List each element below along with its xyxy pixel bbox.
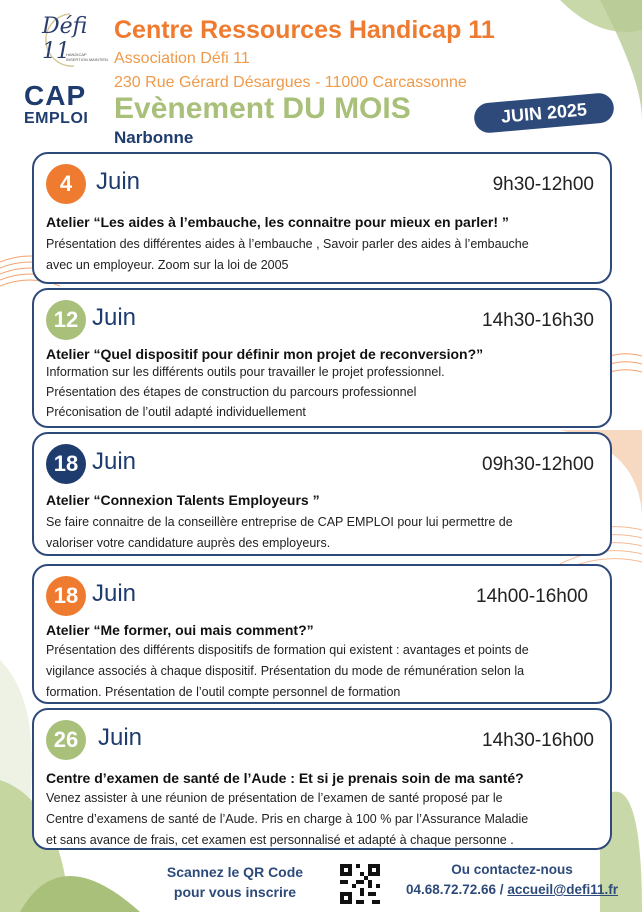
event-title-text: Atelier “Me former, oui mais comment?” — [46, 622, 314, 638]
contact-info — [392, 860, 632, 900]
event-time: 09h30-12h00 — [482, 454, 594, 475]
cap-emploi-logo — [24, 82, 104, 128]
cap-logo-text: CAP — [24, 80, 87, 111]
description-line: Centre d’examens de santé de l’Aude. Pris en charge à 100 % par l’Assurance Maladie — [46, 812, 529, 826]
scan-instructions — [150, 862, 320, 902]
day-circle: 4 — [46, 164, 86, 204]
description-line: Présentation des différentes aides à l’embauche , Savoir parler des aides à l’embauche — [46, 237, 529, 251]
event-month: Juin — [98, 724, 143, 751]
description-line: Venez assister à une réunion de présentation de l’examen de santé proposé par le — [46, 791, 503, 805]
event-city: Narbonne — [114, 128, 194, 147]
description-line: avec un employeur. Zoom sur la loi de 2005 — [46, 258, 289, 272]
event-title-text: Atelier “Les aides à l’embauche, les connaitre pour mieux en parler! ” — [46, 214, 509, 230]
event-card — [32, 288, 612, 428]
event-title-text: Centre d’examen de santé de l’Aude : Et si je prenais soin de ma santé? — [46, 770, 524, 786]
event-time: 14h00-16h00 — [476, 586, 588, 607]
event-month: Juin — [92, 580, 137, 607]
event-card — [32, 564, 612, 704]
day-circle: 26 — [46, 720, 86, 760]
defi11-tagline: HANDICAP INSERTION MAINTIEN — [66, 52, 108, 62]
description-line: Présentation des étapes de construction du parcours professionnel — [46, 385, 417, 399]
event-title-text: Atelier “Quel dispositif pour définir mon projet de reconversion?” — [46, 346, 484, 362]
event-description — [46, 362, 596, 422]
description-line: Présentation des différents dispositifs de formation qui existent : avantages et points de — [46, 643, 529, 657]
description-line: Information sur les différents outils pour travailler le projet professionnel. — [46, 365, 445, 379]
event-description — [46, 512, 596, 554]
event-description — [46, 234, 596, 276]
event-month: Juin — [96, 168, 141, 195]
phone-number[interactable]: 04.68.72.72.66 / — [405, 882, 504, 897]
event-time: 14h30-16h00 — [482, 730, 594, 751]
description-line: formation. Présentation de l’outil compte personnel de formation — [46, 685, 401, 699]
event-time: 14h30-16h30 — [482, 310, 594, 331]
day-circle: 18 — [46, 444, 86, 484]
description-line: Se faire connaitre de la conseillère entreprise de CAP EMPLOI pour lui permettre de — [46, 515, 513, 529]
qr-code-icon[interactable] — [340, 864, 380, 904]
event-title-text: Atelier “Connexion Talents Employeurs ” — [46, 492, 320, 508]
email-link[interactable]: accueil@defi11.fr — [507, 882, 619, 897]
description-line: vigilance associés à chaque dispositif. Présentation du mode de rémunération selon la — [46, 664, 525, 678]
event-time: 9h30-12h00 — [492, 174, 594, 195]
address: 230 Rue Gérard Désargues - 11000 Carcassonne — [114, 74, 467, 91]
defi11-logo-text: Défi 11 — [42, 14, 88, 64]
event-card — [32, 432, 612, 556]
event-month: Juin — [92, 448, 137, 475]
day-circle: 18 — [46, 576, 86, 616]
day-circle: 12 — [46, 300, 86, 340]
contact-line — [392, 880, 632, 900]
event-description — [46, 788, 596, 851]
scan-line: pour vous inscrire — [173, 884, 297, 900]
page-title: Centre Ressources Handicap 11 — [114, 16, 495, 44]
description-line: et sans avance de frais, cet examen est personnalisé et adapté à chaque personne . — [46, 833, 514, 847]
event-card — [32, 708, 612, 850]
defi11-logo — [34, 10, 108, 72]
description-line: valoriser votre candidature auprès des employeurs. — [46, 536, 331, 550]
contact-label: Ou contactez-nous — [451, 862, 573, 877]
event-title: Evènement DU MOIS — [114, 92, 411, 125]
scan-line: Scannez le QR Code — [166, 864, 304, 880]
emploi-logo-text: EMPLOI — [24, 110, 89, 127]
event-month: Juin — [92, 304, 137, 331]
association-name: Association Défi 11 — [114, 50, 250, 67]
event-card — [32, 152, 612, 284]
month-badge: JUIN 2025 — [473, 92, 615, 134]
description-line: Préconisation de l’outil adapté individuellement — [46, 405, 306, 419]
event-description — [46, 640, 596, 703]
